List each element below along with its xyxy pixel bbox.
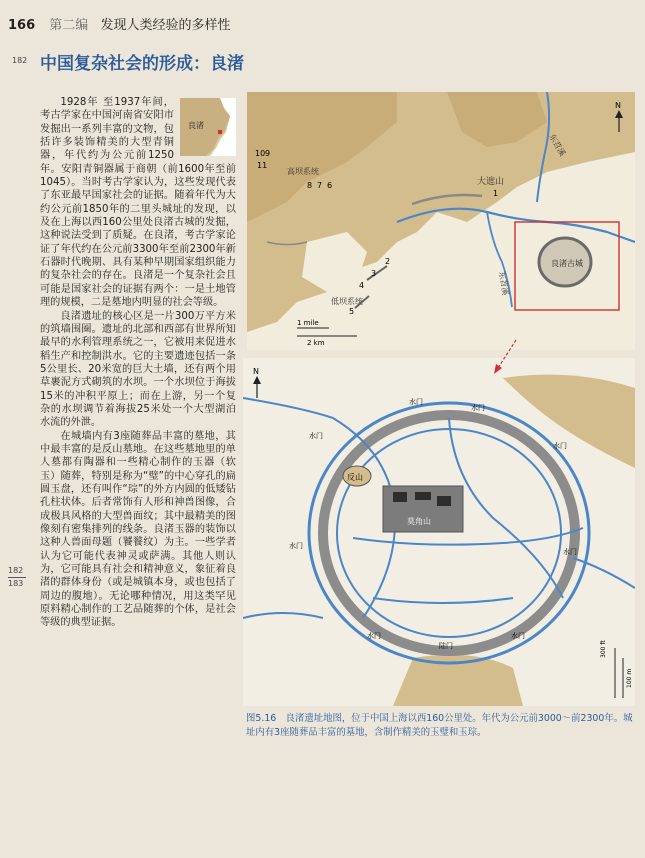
water-gate-label: 水门 [309,432,323,440]
map2-scale-ft: 300 ft [600,640,607,658]
site-number: 5 [349,307,355,316]
inset-map-label: 良渚 [188,121,204,130]
map1-north-arrow: N [615,101,621,110]
regional-map [247,92,635,350]
site-number: 6 [327,181,333,190]
map2-scale-m: 100 m [626,668,633,688]
land-gate-label: 陆门 [439,642,453,650]
map2-mojiaoshan-label: 莫角山 [407,517,431,526]
water-gate-label: 水门 [471,404,485,412]
city-detail-map [243,358,635,706]
map2-fanshan-label: 反山 [347,473,363,482]
spread-top-number: 182 [8,566,24,575]
water-gate-label: 水门 [563,548,577,556]
water-gate-label: 水门 [367,632,381,640]
map2-north-arrow: N [253,367,259,376]
site-number: 9 [265,149,271,158]
site-number: 8 [307,181,313,190]
body-paragraph-3: 在城墙内有3座随葬品丰富的墓地，其中最丰富的是反山墓地。在这些墓地里的单人墓都有陶器和一些精心制作的玉器（软玉）随葬，特别是称为“璧”的中心穿孔的扁圆玉盘，还有叫作“琮”的外方内圆的低矮钻孔柱状体。后者常饰有人形和神兽图像，合成极具风格的大型兽面纹；其中最精美的图像刻有密集排列的线条。良渚玉器的装饰以这种人兽面母题（饕餮纹）为主。一些学者认为它可能代表神灵或萨满。其他人则认为，它可能具有社会和精神意义，象征着良渚的群体身份（或是城镇本身，或也包括了周边的腹地）。无论哪种情况，用这类罕见原料精心制作的工艺品随葬的个体，是社会等级的典型证据。 [40,430,236,629]
part-label: 第二编 [49,18,89,33]
map-connector-arrow [490,338,520,378]
map1-river-south-label: 东苕溪 [497,270,511,296]
map1-mountain-label: 大遮山 [477,177,505,187]
page-number: 166 [8,18,36,33]
map1-city-label: 良渚古城 [551,259,583,268]
running-head [8,14,230,33]
site-number: 1 [493,189,499,198]
spread-divider [8,577,26,578]
site-number: 7 [317,181,323,190]
map1-high-dam-label: 高坝系统 [287,167,319,176]
site-number: 10 [255,149,266,158]
water-gate-label: 水门 [511,632,525,640]
map1-scale-km: 2 km [307,339,325,347]
map1-low-dam-label: 低坝系统 [331,297,363,306]
site-number: 11 [257,161,268,170]
map1-scale-mile: 1 mile [297,319,319,327]
spread-bottom-number: 183 [8,579,24,588]
body-paragraph-2: 良渚遗址的核心区是一片300万平方米的筑墙围圈。遗址的北部和西部有世界所知最早的水利管理系统之一，它被用来促进水稻生产和控制洪水。它的主要遗迹包括一条5公里长、20米宽的巨大土墙，还有两个用草裹泥方式砌筑的水坝。一个水坝位于海拔15米的冲积平原上；而在上游，另一个复杂的水坝调节着海拔25米处一个大型湖泊水流的外泄。 [40,310,236,429]
figure-caption: 图5.16 良渚遗址地图，位于中国上海以西160公里处。年代为公元前3000～前2300年。城址内有3座随葬品丰富的墓地，含制作精美的玉璧和玉琮。 [246,713,633,738]
margin-spread-marker [8,566,26,589]
section-heading: 中国复杂社会的形成：良渚 [40,54,244,74]
part-title: 发现人类经验的多样性 [100,18,231,33]
water-gate-label: 水门 [409,398,423,406]
margin-number-top: 182 [12,56,28,65]
body-paragraph-1: 1928年 至1937年间，考古学家在中国河南省安阳市发掘出一系列丰富的文物，包括许多装饰精美的大型青铜器，年代约为公元前1250年。安阳青铜器属于商朝（前1600年至前1045）。当时考古学家认为，这些发现代表了东亚最早国家社会的证据。随着年代为大约公元前1850年的二里头城址的发现，以及在上海以西160公里处良渚古城的发掘，这种说法受到了质疑。在良渚，考古学家论证了年代约在公元前3300年至前2300年新石器时代晚期、具有某种早期国家组织能力的复杂社会的存在。良渚是一个复杂社会且可能是国家社会的证据有两个：一是土地管理的规模，二是墓地内明显的社会等级。 [40,97,236,309]
inset-location-map [180,98,236,156]
body-text [40,96,236,630]
water-gate-label: 水门 [553,442,567,450]
site-number: 4 [359,281,365,290]
site-number: 2 [385,257,391,266]
site-number: 3 [371,269,377,278]
map1-river-east-label: 东苕溪 [547,132,568,158]
water-gate-label: 水门 [289,542,303,550]
